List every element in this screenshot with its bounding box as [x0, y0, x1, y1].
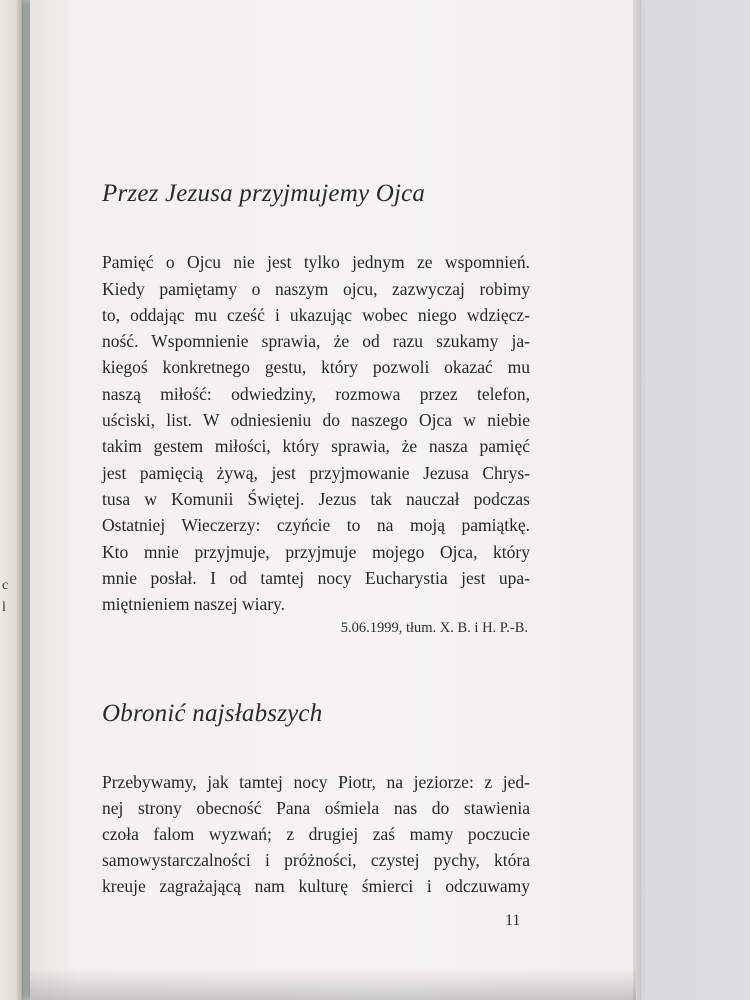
- text-line: mnie posłał. I od tamtej nocy Eucharystia jest upa-: [102, 568, 530, 588]
- text-line: naszą miłość: odwiedziny, rozmowa przez telefon,: [102, 384, 530, 404]
- attribution: 5.06.1999, tłum. X. B. i H. P.-B.: [340, 620, 528, 636]
- text-line: Przebywamy, jak tamtej nocy Piotr, na jeziorze: z jed-: [102, 772, 530, 792]
- text-line: Kiedy pamiętamy o naszym ojcu, zazwyczaj robimy: [102, 279, 530, 299]
- text-line: czoła falom wyzwań; z drugiej zaś mamy poczucie: [102, 824, 530, 844]
- text-line: Ostatniej Wieczerzy: czyńcie to na moją pamiątkę.: [102, 515, 530, 535]
- left-page-text-fragment: [2, 575, 8, 619]
- left-page-mark: c: [2, 578, 9, 593]
- text-line: ność. Wspomnienie sprawia, że od razu szukamy ja-: [102, 331, 530, 351]
- text-line: jest pamięcią żywą, jest przyjmowanie Jezusa Chrys-: [102, 463, 530, 483]
- page-edge: [633, 0, 641, 1000]
- text-line: samowystarczalności i próżności, czystej pychy, która: [102, 850, 530, 870]
- text-line: takim gestem miłości, który sprawia, że nasza pamięć: [102, 436, 530, 456]
- text-line: kreuje zagrażającą nam kulturę śmierci i odczuwamy: [102, 876, 530, 896]
- left-page-mark: l: [2, 600, 6, 615]
- text-line: kiegoś konkretnego gestu, który pozwoli okazać mu: [102, 357, 530, 377]
- text-line: nej strony obecność Pana ośmiela nas do stawienia: [102, 798, 530, 818]
- page-shadow: [30, 968, 636, 1000]
- text-line: to, oddając mu cześć i ukazując wobec niego wdzięcz-: [102, 305, 530, 325]
- section-title: Przez Jezusa przyjmujemy Ojca: [102, 180, 426, 207]
- text-line: miętnieniem naszej wiary.: [102, 594, 286, 614]
- text-line: tusa w Komunii Świętej. Jezus tak nauczał podczas: [102, 489, 530, 509]
- page-number: 11: [505, 912, 521, 929]
- text-line: Kto mnie przyjmuje, przyjmuje mojego Ojca, który: [102, 542, 530, 562]
- text-line: uściski, list. W odniesieniu do naszego Ojca w niebie: [102, 410, 530, 430]
- left-page-edge: [0, 0, 22, 1000]
- text-line: Pamięć o Ojcu nie jest tylko jednym ze wspomnień.: [102, 252, 530, 272]
- section-title: Obronić najsłabszych: [102, 700, 323, 727]
